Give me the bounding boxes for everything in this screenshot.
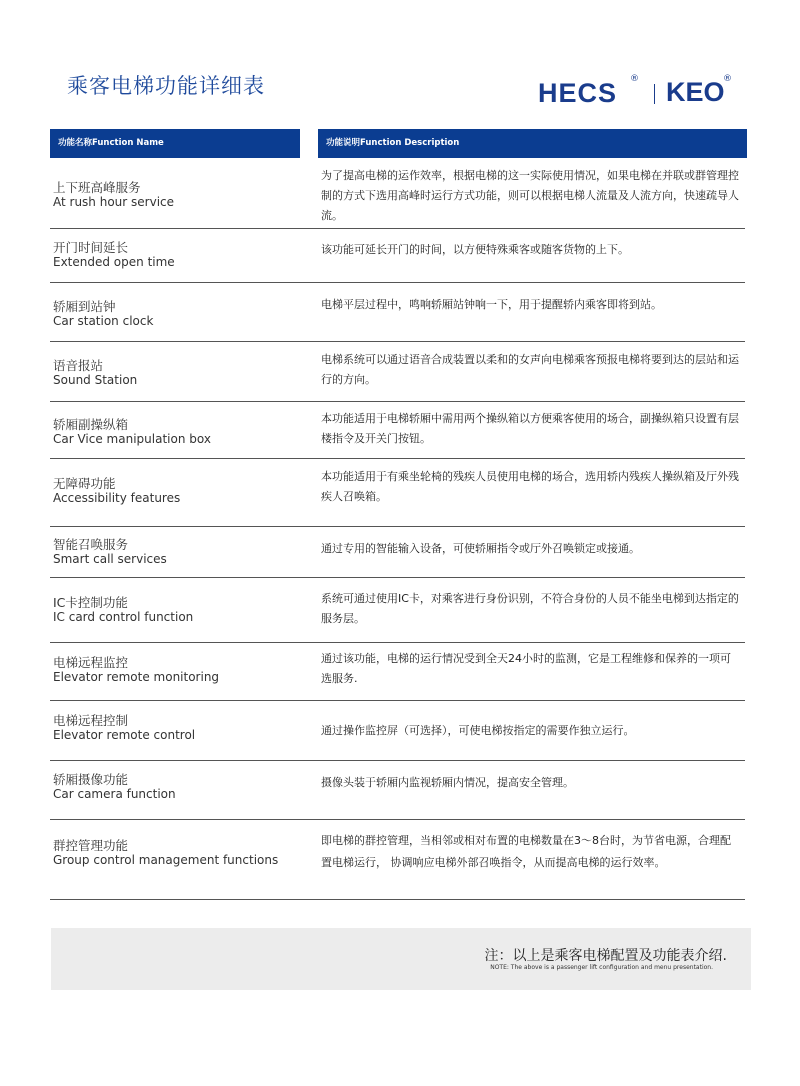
hecs-registered-mark: ®	[630, 74, 639, 84]
page-title: 乘客电梯功能详细表	[67, 74, 265, 98]
keo-registered-mark: ®	[723, 74, 732, 84]
function-name-en: Accessibility features	[53, 491, 181, 505]
function-description: 即电梯的群控管理，当相邻或相对布置的电梯数量在3～8台时，为节省电源，合理配置电梯运行， 协调响应电梯外部召唤指令，从而提高电梯的运行效率。	[321, 834, 731, 869]
function-description: 电梯平层过程中，鸣响轿厢站钟响一下，用于提醒轿内乘客即将到站。	[321, 298, 662, 311]
function-name-zh: 电梯远程监控	[53, 655, 129, 670]
function-name-en: At rush hour service	[53, 195, 175, 209]
function-description: 该功能可延长开门的时间，以方便特殊乘客或随客货物的上下。	[321, 243, 629, 256]
function-name-en: Group control management functions	[53, 853, 279, 867]
table-row	[50, 578, 745, 643]
function-name	[53, 655, 303, 685]
logo-separator	[654, 84, 655, 104]
brand-logos	[538, 74, 738, 110]
note-text-en: NOTE: The above is a passenger lift configuration and menu presentation.	[490, 964, 713, 971]
function-name	[53, 537, 303, 567]
function-name-en: Sound Station	[53, 373, 138, 387]
function-description: 本功能适用于电梯轿厢中需用两个操纵箱以方便乘客使用的场合，副操纵箱只设置有层楼指令及开关门按钮。	[321, 412, 739, 445]
note-box	[51, 928, 751, 990]
function-name	[53, 180, 303, 210]
function-name-zh: 上下班高峰服务	[53, 180, 141, 195]
function-name-zh: 语音报站	[53, 358, 104, 373]
function-name	[53, 299, 303, 329]
function-name-zh: 轿厢副操纵箱	[53, 417, 129, 432]
table-row	[50, 158, 745, 229]
table-row	[50, 283, 745, 342]
function-name-en: Elevator remote monitoring	[53, 670, 220, 684]
function-name	[53, 417, 303, 447]
function-name-zh: 无障碍功能	[53, 476, 116, 491]
table-row	[50, 701, 745, 761]
function-description: 为了提高电梯的运作效率，根据电梯的这一实际使用情况，如果电梯在并联或群管理控制的方式下选用高峰时运行方式功能，则可以根据电梯人流量及人流方向，快速疏导人流。	[321, 169, 739, 222]
function-name	[53, 476, 303, 506]
function-name-zh: 群控管理功能	[53, 838, 129, 853]
keo-logo: KEO	[666, 77, 725, 107]
function-name	[53, 772, 303, 802]
function-name-en: Elevator remote control	[53, 728, 196, 742]
function-name	[53, 713, 303, 743]
function-description: 摄像头装于轿厢内监视轿厢内情况，提高安全管理。	[321, 776, 574, 789]
function-name-en: Car camera function	[53, 787, 176, 801]
function-description: 通过专用的智能输入设备，可使轿厢指令或厅外召唤锁定或接通。	[321, 542, 640, 555]
function-name-zh: 智能召唤服务	[53, 537, 129, 552]
table-row	[50, 643, 745, 701]
function-name-en: Smart call services	[53, 552, 167, 566]
function-name-en: Extended open time	[53, 255, 175, 269]
function-description: 本功能适用于有乘坐轮椅的残疾人员使用电梯的场合，选用轿内残疾人操纵箱及厅外残疾人召唤箱。	[321, 470, 739, 503]
column-header-function-name: 功能名称Function Name	[50, 129, 300, 158]
function-description: 通过操作监控屏（可选择），可使电梯按指定的需要作独立运行。	[321, 724, 635, 737]
hecs-logo: HECS	[538, 78, 618, 108]
column-header-function-description: 功能说明Function Description	[318, 129, 747, 158]
note-text-zh: 注：以上是乘客电梯配置及功能表介绍.	[484, 948, 727, 964]
function-name-zh: 轿厢到站钟	[53, 299, 116, 314]
function-name-zh: 开门时间延长	[53, 240, 129, 255]
function-name-zh: 轿厢摄像功能	[53, 772, 129, 787]
function-name-zh: IC卡控制功能	[53, 595, 128, 610]
function-name	[53, 595, 303, 625]
table-row	[50, 761, 745, 820]
function-name-zh: 电梯远程控制	[53, 713, 129, 728]
table-row	[50, 527, 745, 578]
table-row	[50, 402, 745, 459]
function-description: 电梯系统可以通过语音合成装置以柔和的女声向电梯乘客预报电梯将要到达的层站和运行的方向。	[321, 353, 739, 386]
function-description: 通过该功能，电梯的运行情况受到全天24小时的监测，它是工程维修和保养的一项可选服务.	[321, 652, 731, 685]
table-row	[50, 342, 745, 402]
table-row	[50, 229, 745, 283]
function-name-en: Car Vice manipulation box	[53, 432, 211, 446]
table-row	[50, 820, 745, 900]
function-description: 系统可通过使用IC卡，对乘客进行身份识别，不符合身份的人员不能坐电梯到达指定的服务层。	[321, 592, 739, 625]
function-name-en: Car station clock	[53, 314, 154, 328]
function-name	[53, 358, 303, 388]
table-row	[50, 459, 745, 527]
function-name	[53, 838, 303, 868]
function-name	[53, 240, 303, 270]
function-name-en: IC card control function	[53, 610, 194, 624]
